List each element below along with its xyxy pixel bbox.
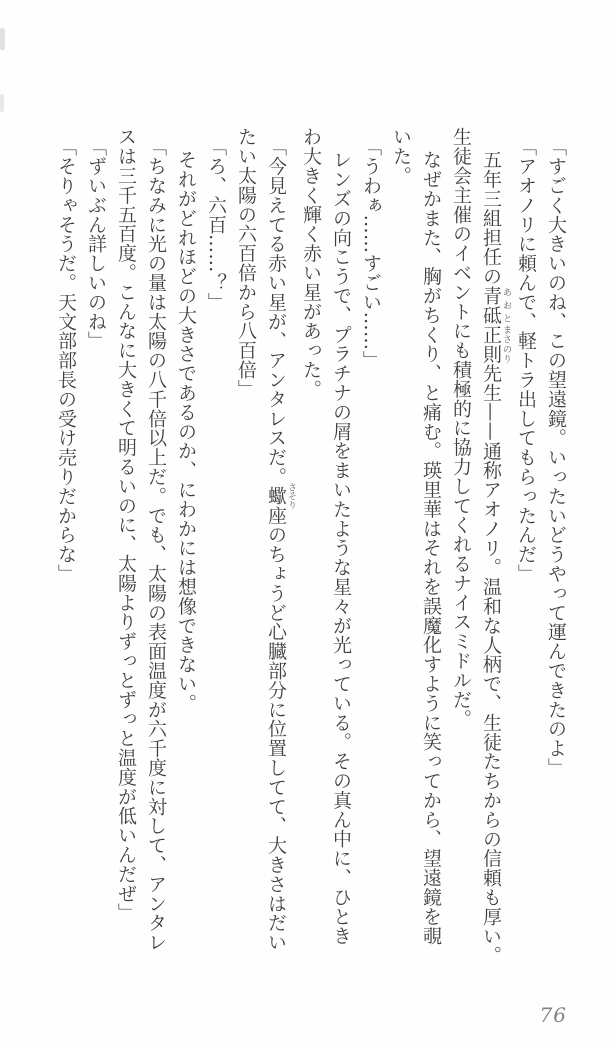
ruby-annotated-word: 正則 まさのり [480, 324, 511, 364]
text-column: スは三千五百度。こんなに大きくて明るいのに、太陽よりずっとずっと温度が低いんだぜ」 [115, 127, 137, 923]
ruby-annotated-word: 青砥 あおと [480, 285, 511, 325]
text-column: 「ちなみに光の量は太陽の八千倍以上だ。でも、太陽の表面温度が六千度に対して、アンタレ [145, 137, 167, 952]
text-column: 「そりゃそうだ。天文部部長の受け売りだからな」 [55, 137, 77, 584]
page-number: 76 [539, 1003, 567, 1027]
text-column: わ大きく輝く赤い星があった。 [300, 127, 322, 399]
text-column: いた。 [390, 127, 412, 186]
text-column: 「ずいぶん詳しいのね」 [85, 137, 107, 351]
scan-artifact [0, 28, 5, 50]
text-column: 「ろ、六百……？」 [205, 137, 227, 312]
text-column: 「アオノリに頼んで、軽トラ出してもらったんだ」 [515, 137, 537, 584]
text-column: 生徒会主催のイベントにも積極的に協力してくれるナイスミドルだ。 [450, 127, 472, 729]
text-column: 「すごく大きいのね、この望遠鏡。いったいどうやって運んできたのよ」 [545, 137, 567, 778]
text-block [51, 127, 571, 972]
text-column: たい太陽の六百倍から八百倍」 [235, 127, 257, 399]
text-column: レンズの向こうで、プラチナの屑をまいたような星々が光っている。その真ん中に、ひとき [330, 150, 352, 946]
text-column: それがどれほどの大きさであるのか、にわかには想像できない。 [175, 150, 197, 713]
ruby-annotated-word: 蠍 さそり [265, 482, 296, 510]
text-column: 五年三組担任の青砥 あおと正則 まさのり先生——通称アオノリ。温和な人柄で、生徒たちからの信頼も厚い。 [480, 150, 511, 965]
text-column: 「今見えてる赤い星が、アンタレスだ。蠍 さそり座のちょうど心臓部分に位置してて、大きさはだい [265, 137, 296, 952]
text-column: なぜかまた、胸がちくり、と痛む。瑛里華はそれを誤魔化すように笑ってから、望遠鏡を覗 [420, 150, 442, 946]
scan-artifact [0, 94, 4, 112]
text-column: 「うわぁ……すごい……」 [360, 137, 382, 370]
